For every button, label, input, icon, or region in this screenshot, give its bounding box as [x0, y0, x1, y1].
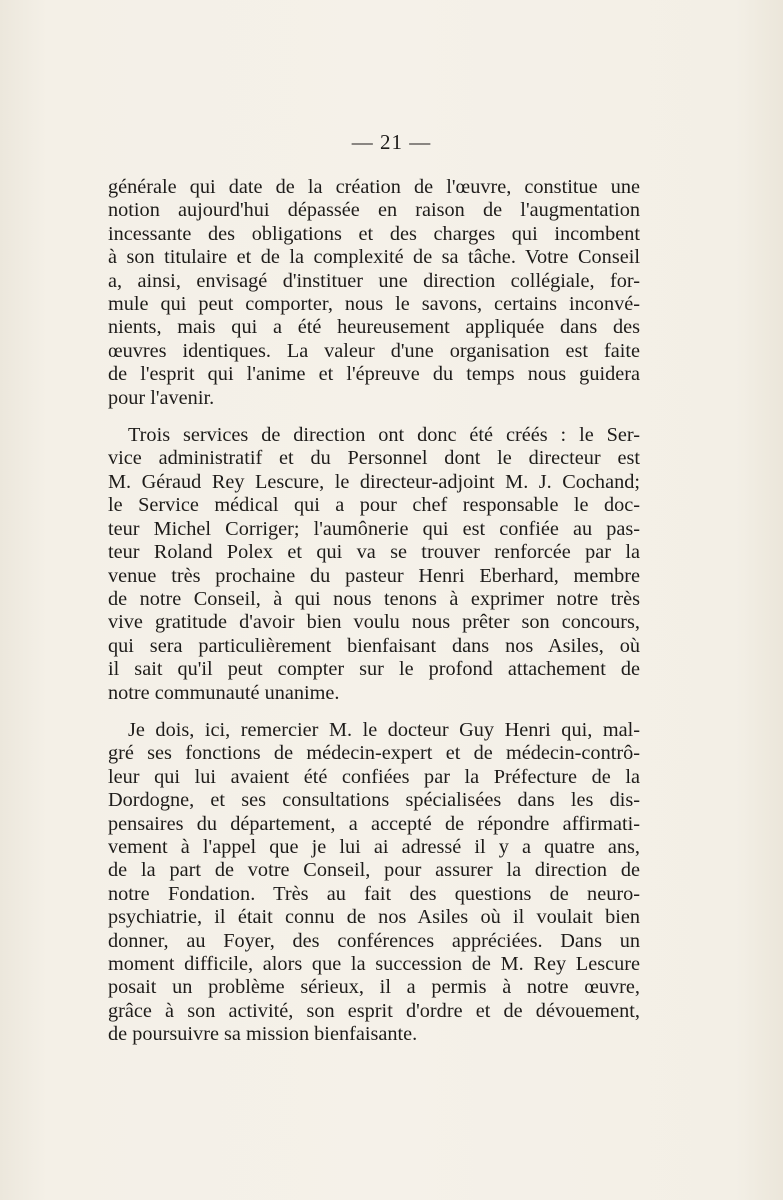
text-line: M. Géraud Rey Lescure, le directeur-adjoint M. J. Cochand; [108, 470, 640, 493]
text-line: à son titulaire et de la complexité de sa tâche. Votre Conseil [108, 246, 640, 269]
text-line: donner, au Foyer, des conférences appréciées. Dans un [108, 929, 640, 952]
paragraph [108, 176, 640, 410]
text-line: notion aujourd'hui dépassée en raison de l'augmentation [108, 199, 640, 222]
text-line: vive gratitude d'avoir bien voulu nous prêter son concours, [108, 611, 640, 634]
text-line: posait un problème sérieux, il a permis à notre œuvre, [108, 976, 640, 999]
text-line: Dordogne, et ses consultations spécialisées dans les dis- [108, 789, 640, 812]
body-text [108, 176, 640, 1047]
text-line: pour l'avenir. [108, 386, 215, 409]
text-line: générale qui date de la création de l'œuvre, constitue une [108, 176, 640, 198]
text-line: Je dois, ici, remercier M. le docteur Guy Henri qui, mal- [128, 718, 640, 741]
text-line: de notre Conseil, à qui nous tenons à exprimer notre très [108, 587, 640, 610]
text-line: incessante des obligations et des charges qui incombent [108, 222, 640, 245]
text-line: psychiatrie, il était connu de nos Asiles où il voulait bien [108, 906, 640, 929]
text-line: œuvres identiques. La valeur d'une organisation est faite [108, 339, 640, 362]
text-line: de poursuivre sa mission bienfaisante. [108, 1023, 418, 1046]
text-line: teur Roland Polex et qui va se trouver renforcée par la [108, 541, 640, 564]
text-line: de la part de votre Conseil, pour assurer la direction de [108, 859, 640, 882]
text-line: de l'esprit qui l'anime et l'épreuve du temps nous guidera [108, 363, 640, 386]
paragraph [108, 424, 640, 705]
text-line: notre communauté unanime. [108, 681, 340, 704]
text-line: vement à l'appel que je lui ai adressé il y a quatre ans, [108, 835, 640, 858]
text-line: qui sera particulièrement bienfaisant dans nos Asiles, où [108, 634, 640, 657]
text-line: nients, mais qui a été heureusement appliquée dans des [108, 316, 640, 339]
text-line: mule qui peut comporter, nous le savons, certains inconvé- [108, 293, 640, 316]
text-line: le Service médical qui a pour chef responsable le doc- [108, 494, 640, 517]
text-line: pensaires du département, a accepté de répondre affirmati- [108, 812, 640, 835]
text-line: vice administratif et du Personnel dont le directeur est [108, 447, 640, 470]
text-line: leur qui lui avaient été confiées par la Préfecture de la [108, 765, 640, 788]
text-line: notre Fondation. Très au fait des questions de neuro- [108, 882, 640, 905]
page-number: — 21 — [351, 130, 432, 154]
text-line: il sait qu'il peut compter sur le profond attachement de [108, 658, 640, 681]
text-line: moment difficile, alors que la succession de M. Rey Lescure [108, 953, 640, 975]
text-line: Trois services de direction ont donc été créés : le Ser- [128, 424, 640, 447]
text-line: venue très prochaine du pasteur Henri Eberhard, membre [108, 564, 640, 587]
paragraph [108, 719, 640, 1047]
text-line: grâce à son activité, son esprit d'ordre et de dévouement, [108, 999, 640, 1022]
text-line: a, ainsi, envisagé d'instituer une direction collégiale, for- [108, 269, 640, 292]
text-line: teur Michel Corriger; l'aumônerie qui est confiée au pas- [108, 517, 640, 540]
text-line: gré ses fonctions de médecin-expert et de médecin-contrô- [108, 742, 640, 765]
